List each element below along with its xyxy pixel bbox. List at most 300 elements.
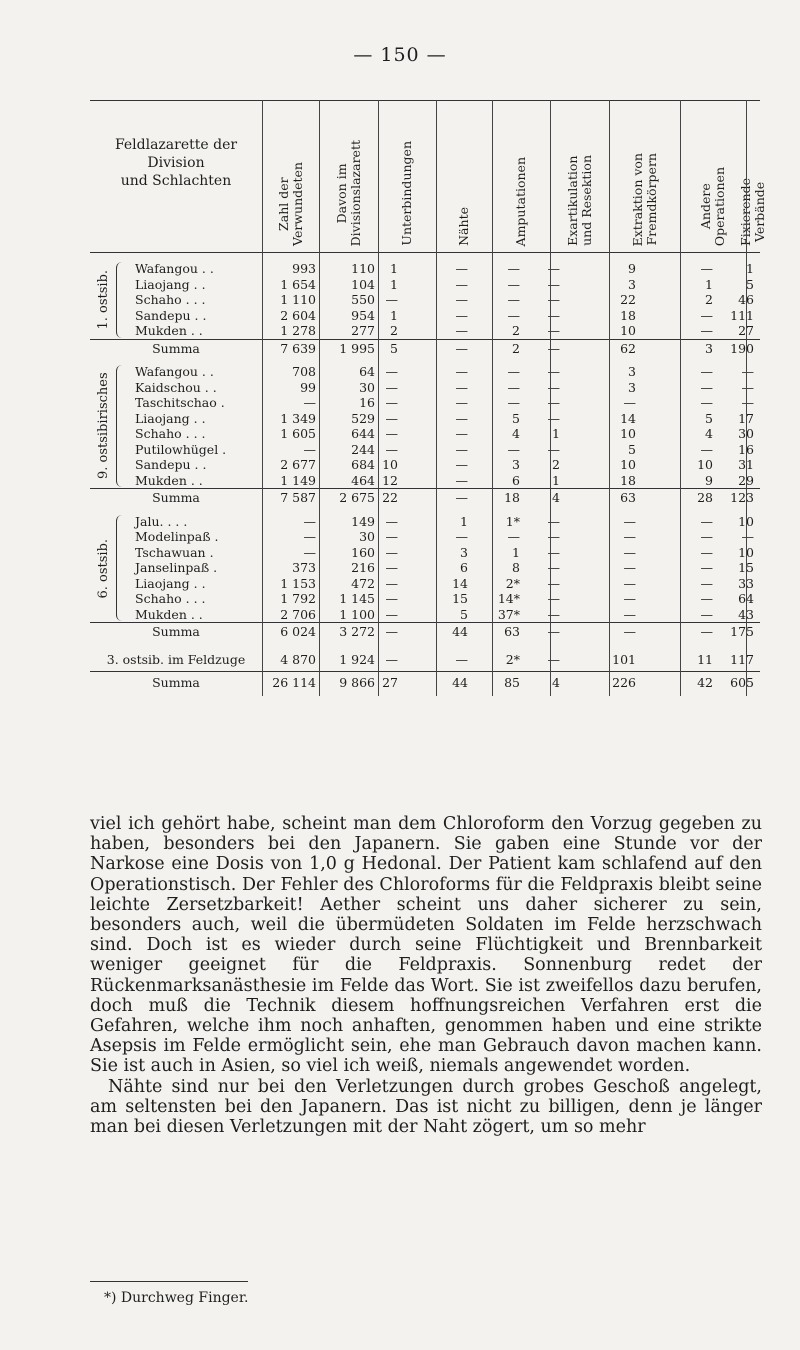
table-top-rule — [90, 100, 760, 101]
table-cell: 30 — [738, 426, 754, 441]
table-cell: 1 145 — [339, 591, 375, 606]
table-cell: — — [455, 490, 468, 505]
paragraph: viel ich gehört habe, scheint man dem Chloroform den Vorzug gegeben zu haben, besonders bei den Japanern. Sie gaben eine Stunde vor der Narkose eine Dosis von 1,0 g Hedonal. Der Patient kam schlafend auf den Operationstisch. Der Fehler des Chloroforms für die Feldpraxis bleibt seine leichte Zersetzbarkeit! Aether scheint uns daher sicherer zu sein, besonders auch, weil die übermüdeten Soldaten im Felde herzschwach sind. Doch ist es wieder durch seine Flüchtigkeit und Brennbarkeit weniger geeignet für die Feldpraxis. Sonnenburg redet der Rückenmarksanästhesie im Felde das Wort. Sie ist zweifellos dazu berufen, doch muß die Technik diesem hoffnungsreichen Verfahren erst die Gefahren, welche ihm noch anhaften, genommen haben und eine strikte Asepsis im Felde ermöglicht sein, ehe man Gebrauch davon machen kann. Sie ist auch in Asien, so viel ich weiß, niemals angewendet worden. — [90, 814, 762, 1077]
table-cell: — — [700, 513, 713, 529]
table-cell: — — [700, 441, 713, 457]
table-row — [90, 474, 760, 488]
table-cell: — — [385, 606, 398, 622]
table-cell: — — [455, 292, 468, 307]
row-label: Modelinpaß . — [135, 529, 219, 544]
table-cell: 2 — [512, 340, 520, 356]
table-cell: — — [455, 426, 468, 441]
table-cell: 10 — [620, 426, 636, 441]
table-cell: 2 675 — [339, 490, 375, 505]
column-header-label: Zahl der Verwundeten — [275, 162, 305, 246]
row-label: 3. ostsib. im Feldzuge — [106, 651, 246, 667]
table-cell: 1 — [552, 426, 560, 441]
table-cell: 63 — [504, 624, 520, 639]
table-cell: 1 605 — [280, 426, 316, 441]
table-cell: 550 — [351, 292, 375, 307]
table-cell: 2 — [390, 323, 398, 338]
table-cell: — — [385, 410, 398, 426]
row-label: Wafangou . . — [135, 261, 214, 276]
table-cell: — — [507, 364, 520, 379]
table-row — [90, 293, 760, 307]
table-cell: — — [741, 395, 754, 410]
group-label: 9. ostsibirisches — [96, 372, 111, 480]
table-cell: — — [385, 591, 398, 606]
table-cell: — — [700, 560, 713, 575]
table-cell: 31 — [738, 457, 754, 472]
column-header-label: Andere Operationen — [698, 166, 727, 246]
table-cell: — — [385, 575, 398, 591]
row-label: Liaojang . . — [135, 276, 206, 292]
table-cell: 14* — [497, 591, 520, 606]
column-rule — [492, 100, 493, 696]
table-cell: — — [303, 529, 316, 544]
row-label: Summa — [152, 340, 200, 356]
table-cell: 18 — [504, 490, 520, 505]
table-cell: — — [547, 651, 560, 667]
table-cell: 2 — [512, 323, 520, 338]
table-cell: 954 — [351, 307, 375, 323]
table-cell: 1 995 — [339, 340, 375, 356]
table-cell: — — [455, 457, 468, 472]
table-cell: 472 — [351, 575, 375, 591]
row-label: Janselinpaß . — [135, 560, 218, 575]
table-cell: — — [700, 261, 713, 276]
table-cell: — — [455, 529, 468, 544]
row-label: Summa — [152, 624, 200, 639]
table-cell: 43 — [738, 606, 754, 622]
table-row — [90, 427, 760, 441]
table-cell: — — [547, 544, 560, 560]
table-cell: — — [455, 651, 468, 667]
table-cell: 5 — [390, 340, 398, 356]
table-cell: 16 — [359, 395, 375, 410]
row-label: Mukden . . — [135, 606, 203, 622]
table-cell: 6 024 — [280, 624, 316, 639]
table-cell: 1 — [512, 544, 520, 560]
table-cell: 1 149 — [280, 472, 316, 488]
table-cell: 42 — [697, 675, 713, 690]
table-cell: 5 — [746, 276, 754, 292]
table-cell: — — [547, 323, 560, 338]
table-cell: — — [623, 544, 636, 560]
table-row — [90, 324, 760, 338]
table-cell: 101 — [612, 651, 636, 667]
table-cell: 3 — [460, 544, 468, 560]
table-cell: — — [455, 323, 468, 338]
row-rule — [90, 488, 760, 489]
table-cell: — — [455, 364, 468, 379]
table-row — [90, 608, 760, 622]
table-cell: — — [547, 560, 560, 575]
table-cell: 149 — [351, 513, 375, 529]
table-cell: — — [385, 544, 398, 560]
table-cell: 28 — [697, 490, 713, 505]
table-cell: — — [303, 513, 316, 529]
table-cell: — — [385, 364, 398, 379]
table-cell: 2 604 — [280, 307, 316, 323]
group-brace — [116, 262, 122, 338]
table-row — [90, 546, 760, 560]
body-text — [90, 814, 762, 1137]
table-row — [90, 262, 760, 276]
table-cell: 30 — [359, 379, 375, 395]
table-cell: 3 — [628, 364, 636, 379]
table-cell: 15 — [738, 560, 754, 575]
column-header — [609, 102, 680, 246]
summa-row — [90, 342, 760, 356]
table-cell: — — [623, 529, 636, 544]
table-cell: — — [547, 606, 560, 622]
row-label: Sandepu . . — [135, 457, 207, 472]
table-cell: — — [455, 307, 468, 323]
table-cell: — — [385, 560, 398, 575]
table-cell: 104 — [351, 276, 375, 292]
table-cell: 123 — [730, 490, 754, 505]
row-label: Summa — [152, 675, 200, 690]
page-number: — 150 — — [353, 44, 447, 66]
row-rule — [90, 622, 760, 623]
table-cell: 10 — [382, 457, 398, 472]
table-cell: 4 — [552, 675, 560, 690]
table-row — [90, 653, 760, 667]
table-cell: 7 587 — [280, 490, 316, 505]
table-cell: 15 — [452, 591, 468, 606]
table-cell: 5 — [705, 410, 713, 426]
table-cell: 30 — [359, 529, 375, 544]
column-rule — [436, 100, 437, 696]
column-header — [436, 102, 492, 246]
table-cell: — — [303, 544, 316, 560]
table-cell: 464 — [351, 472, 375, 488]
table-cell: 216 — [351, 560, 375, 575]
row-label: Schaho . . . — [135, 426, 206, 441]
row-rule — [90, 671, 760, 672]
table-cell: — — [385, 651, 398, 667]
table-cell: — — [547, 624, 560, 639]
row-label: Jalu. . . . — [135, 513, 188, 529]
table-row — [90, 309, 760, 323]
table-cell: — — [303, 441, 316, 457]
table-cell: 175 — [730, 624, 754, 639]
table-cell: 2 706 — [280, 606, 316, 622]
table-cell: — — [700, 591, 713, 606]
stub-header-line: und Schlachten — [120, 173, 232, 189]
column-rule — [609, 100, 610, 696]
table-cell: — — [385, 529, 398, 544]
group-brace — [116, 515, 122, 622]
table-cell: — — [741, 379, 754, 395]
table-cell: — — [385, 426, 398, 441]
table-cell: — — [385, 395, 398, 410]
summa-row — [90, 625, 760, 639]
table-cell: — — [700, 323, 713, 338]
table-cell: 244 — [351, 441, 375, 457]
table-cell: — — [507, 276, 520, 292]
column-header — [262, 102, 319, 246]
table-cell: 160 — [351, 544, 375, 560]
table-row — [90, 515, 760, 529]
table-cell: 18 — [620, 472, 636, 488]
table-cell: — — [547, 276, 560, 292]
group-label: 6. ostsib. — [96, 537, 111, 598]
table-cell: 2 — [552, 457, 560, 472]
table-cell: — — [547, 307, 560, 323]
stub-header-line: Division — [147, 155, 205, 171]
table-cell: — — [623, 624, 636, 639]
group-brace — [116, 365, 122, 487]
row-label: Kaidschou . . — [135, 379, 217, 395]
table-cell: 22 — [620, 292, 636, 307]
table-row — [90, 458, 760, 472]
table-cell: 6 — [512, 472, 520, 488]
table-cell: 12 — [382, 472, 398, 488]
row-rule — [90, 339, 760, 340]
table-cell: 46 — [738, 292, 754, 307]
table-cell: 17 — [738, 410, 754, 426]
table-cell: 110 — [351, 261, 375, 276]
column-header — [492, 102, 550, 246]
table-cell: 2 — [705, 292, 713, 307]
table-cell: 62 — [620, 340, 636, 356]
row-label: Schaho . . . — [135, 591, 206, 606]
table-cell: 373 — [292, 560, 316, 575]
column-header-label: Fixierende Verbände — [738, 178, 767, 246]
row-label: Putilowhügel . — [135, 441, 227, 457]
table-cell: — — [547, 410, 560, 426]
table-cell: 7 639 — [280, 340, 316, 356]
table-cell: — — [547, 529, 560, 544]
table-cell: — — [507, 307, 520, 323]
table-cell: 3 — [512, 457, 520, 472]
table-cell: — — [507, 395, 520, 410]
column-rule — [550, 100, 551, 696]
table-cell: — — [547, 292, 560, 307]
table-cell: 44 — [452, 624, 468, 639]
table-cell: — — [700, 307, 713, 323]
table-row — [90, 412, 760, 426]
table-cell: — — [303, 395, 316, 410]
table-cell: — — [547, 441, 560, 457]
table-cell: — — [741, 529, 754, 544]
table-cell: — — [455, 379, 468, 395]
column-header — [550, 102, 609, 246]
table-cell: 1 — [390, 276, 398, 292]
table-cell: 1 349 — [280, 410, 316, 426]
table-cell: 4 — [552, 490, 560, 505]
table-cell: 64 — [359, 364, 375, 379]
table-cell: — — [700, 624, 713, 639]
table-row — [90, 530, 760, 544]
table-cell: 1 278 — [280, 323, 316, 338]
table-cell: — — [455, 276, 468, 292]
table-row — [90, 592, 760, 606]
table-row — [90, 396, 760, 410]
table-cell: 1* — [505, 513, 520, 529]
table-cell: 37* — [497, 606, 520, 622]
row-label: Wafangou . . — [135, 364, 214, 379]
table-cell: — — [455, 261, 468, 276]
column-header — [319, 102, 378, 246]
row-label: Liaojang . . — [135, 410, 206, 426]
table-cell: — — [700, 364, 713, 379]
table-cell: 1 — [390, 307, 398, 323]
table-cell: 14 — [452, 575, 468, 591]
table-cell: 1 924 — [339, 651, 375, 667]
table-cell: — — [623, 513, 636, 529]
table-cell: 27 — [738, 323, 754, 338]
table-cell: — — [385, 292, 398, 307]
table-cell: — — [507, 261, 520, 276]
table-cell: 226 — [612, 675, 636, 690]
table-cell: 605 — [730, 675, 754, 690]
table-row — [90, 577, 760, 591]
table-cell: 5 — [512, 410, 520, 426]
column-header-label: Nähte — [456, 207, 471, 246]
table-cell: 2* — [505, 575, 520, 591]
table-cell: 993 — [292, 261, 316, 276]
table-cell: 99 — [300, 379, 316, 395]
row-label: Schaho . . . — [135, 292, 206, 307]
row-label: Mukden . . — [135, 472, 203, 488]
table-cell: — — [700, 575, 713, 591]
row-label: Taschitschao . — [135, 395, 225, 410]
table-cell: — — [455, 410, 468, 426]
table-cell: 9 — [628, 261, 636, 276]
table-cell: 190 — [730, 340, 754, 356]
table-cell: 4 870 — [280, 651, 316, 667]
table-cell: — — [455, 395, 468, 410]
table-cell: 2 677 — [280, 457, 316, 472]
column-rule — [680, 100, 681, 696]
table-cell: 708 — [292, 364, 316, 379]
table-cell: 14 — [620, 410, 636, 426]
table-cell: 1 — [746, 261, 754, 276]
table-cell: 44 — [452, 675, 468, 690]
table-cell: 2* — [505, 651, 520, 667]
paragraph: Nähte sind nur bei den Verletzungen durch grobes Geschoß angelegt, am seltensten bei den Japanern. Das ist nicht zu billigen, denn je länger man bei diesen Verletzungen mit der Naht zögert, um so mehr — [90, 1076, 762, 1138]
footnote: *) Durchweg Finger. — [104, 1290, 249, 1306]
table-cell: 29 — [738, 472, 754, 488]
table-cell: 3 272 — [339, 624, 375, 639]
table-cell: 1 100 — [339, 606, 375, 622]
table-row — [90, 561, 760, 575]
row-label: Mukden . . — [135, 323, 203, 338]
table-cell: — — [385, 513, 398, 529]
table-cell: 3 — [628, 276, 636, 292]
table-cell: 684 — [351, 457, 375, 472]
table-cell: 5 — [628, 441, 636, 457]
summa-row — [90, 676, 760, 690]
table-cell: 1 — [390, 261, 398, 276]
table-cell: 1 — [460, 513, 468, 529]
table-cell: — — [547, 340, 560, 356]
table-cell: 1 — [705, 276, 713, 292]
table-cell: 1 153 — [280, 575, 316, 591]
table-row — [90, 278, 760, 292]
table-cell: 1 110 — [280, 292, 316, 307]
table-cell: 117 — [730, 651, 754, 667]
table-cell: 10 — [738, 544, 754, 560]
table-cell: 33 — [738, 575, 754, 591]
table-cell: 4 — [705, 426, 713, 441]
table-cell: 26 114 — [272, 675, 316, 690]
group-label: 1. ostsib. — [96, 269, 111, 330]
table-cell: — — [700, 395, 713, 410]
table-cell: 10 — [697, 457, 713, 472]
table-cell: 11 — [697, 651, 713, 667]
table-row — [90, 365, 760, 379]
column-header-label: Amputationen — [513, 156, 528, 246]
stub-header — [90, 136, 262, 190]
table-cell: — — [547, 395, 560, 410]
column-rule — [746, 100, 747, 696]
table-cell: 1 — [552, 472, 560, 488]
table-cell: — — [507, 529, 520, 544]
table-cell: 85 — [504, 675, 520, 690]
column-header — [378, 102, 436, 246]
table-cell: — — [385, 379, 398, 395]
column-header-label: Davon im Divisionslazarett — [333, 139, 363, 246]
table-cell: — — [455, 441, 468, 457]
footnote-rule — [90, 1281, 248, 1282]
row-label: Tschawuan . — [135, 544, 214, 560]
table-row — [90, 381, 760, 395]
table-cell: — — [455, 340, 468, 356]
table-cell: — — [547, 575, 560, 591]
table-cell: 27 — [382, 675, 398, 690]
table-cell: 22 — [382, 490, 398, 505]
table-cell: 5 — [460, 606, 468, 622]
table-cell: 9 — [705, 472, 713, 488]
table-cell: — — [700, 379, 713, 395]
table-cell: 644 — [351, 426, 375, 441]
table-cell: — — [547, 261, 560, 276]
table-cell: — — [741, 364, 754, 379]
table-cell: — — [385, 624, 398, 639]
table-cell: — — [623, 591, 636, 606]
table-cell: — — [385, 441, 398, 457]
column-rule — [378, 100, 379, 696]
table-cell: 277 — [351, 323, 375, 338]
table-cell: — — [623, 395, 636, 410]
table-cell: 10 — [620, 457, 636, 472]
table-cell: 1 792 — [280, 591, 316, 606]
table-cell: — — [547, 364, 560, 379]
row-label: Summa — [152, 490, 200, 505]
table-cell: 16 — [738, 441, 754, 457]
row-label: Sandepu . . — [135, 307, 207, 323]
column-header-label: Exartikulation und Resektion — [564, 155, 594, 246]
row-label: Liaojang . . — [135, 575, 206, 591]
table-cell: — — [507, 379, 520, 395]
table-cell: 63 — [620, 490, 636, 505]
column-header-label: Unterbindungen — [399, 141, 414, 246]
table-cell: — — [623, 560, 636, 575]
table-cell: 18 — [620, 307, 636, 323]
column-header — [680, 102, 746, 246]
table-cell: 1 654 — [280, 276, 316, 292]
table-row — [90, 443, 760, 457]
table-cell: — — [623, 575, 636, 591]
table-cell: 6 — [460, 560, 468, 575]
column-rule — [319, 100, 320, 696]
column-header-label: Extraktion von Fremdkörpern — [629, 152, 659, 246]
column-rule — [262, 100, 263, 696]
